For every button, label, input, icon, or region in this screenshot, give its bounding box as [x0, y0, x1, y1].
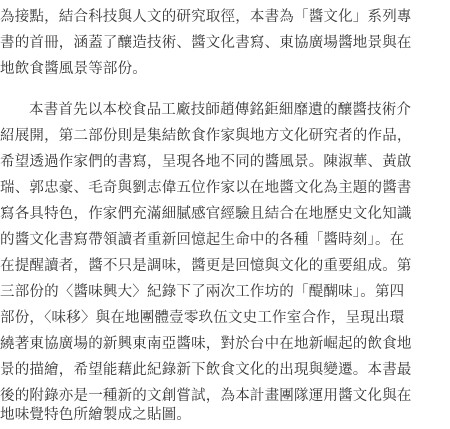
- paragraph-2-line-10: 繞著東協廣場的新興東南亞醬味，對於台中在地新崛起的飲食地: [0, 336, 412, 352]
- paragraph-2-line-11: 景的描繪，希望能藉此紀錄新下飲食文化的出現與變遷。本書最: [0, 362, 412, 378]
- paragraph-1-line-2: 書的首冊，涵蓋了釀造技術、醬文化書寫、東協廣場醬地景與在: [0, 35, 412, 51]
- paragraph-2-line-13: 地味覺特色所繪製成之貼圖。: [0, 407, 192, 423]
- paragraph-2-line-8: 三部份的〈醬味興大〉紀錄下了兩次工作坊的「醍醐味」。第四: [0, 284, 405, 300]
- paragraph-2-line-2: 紹展開，第二部份則是集結飲食作家與地方文化研究者的作品，: [0, 128, 412, 144]
- paragraph-2-line-9: 部份，〈味移〉與在地團體壹零玖伍文史工作室合作，呈現出環: [0, 310, 405, 326]
- paragraph-2-line-1: 本書首先以本校食品工廠技師趙傳銘鉅細靡遺的釀醬技術介: [29, 102, 412, 118]
- paragraph-2-line-12: 後的附錄亦是一種新的文創嘗試，為本計畫團隊運用醬文化與在: [0, 388, 412, 404]
- paragraph-2-line-5: 寫各具特色，作家們充滿細膩感官經驗且結合在地歷史文化知識: [0, 206, 412, 222]
- paragraph-1-line-1: 為接點，結合科技與人文的研究取徑，本書為「醬文化」系列專: [0, 9, 412, 25]
- paragraph-2-line-3: 希望透過作家們的書寫，呈現各地不同的醬風景。陳淑華、黃啟: [0, 154, 412, 170]
- paragraph-2-line-7: 在提醒讀者，醬不只是調味，醬更是回憶與文化的重要組成。第: [0, 258, 412, 274]
- paragraph-2-line-6: 的醬文化書寫帶領讀者重新回憶起生命中的各種「醬時刻」。在: [0, 232, 405, 248]
- paragraph-2-line-4: 瑞、郭忠豪、毛奇與劉志偉五位作家以在地醬文化為主題的醬書: [0, 180, 412, 196]
- paragraph-1-line-3: 地飲食醬風景等部份。: [0, 61, 147, 77]
